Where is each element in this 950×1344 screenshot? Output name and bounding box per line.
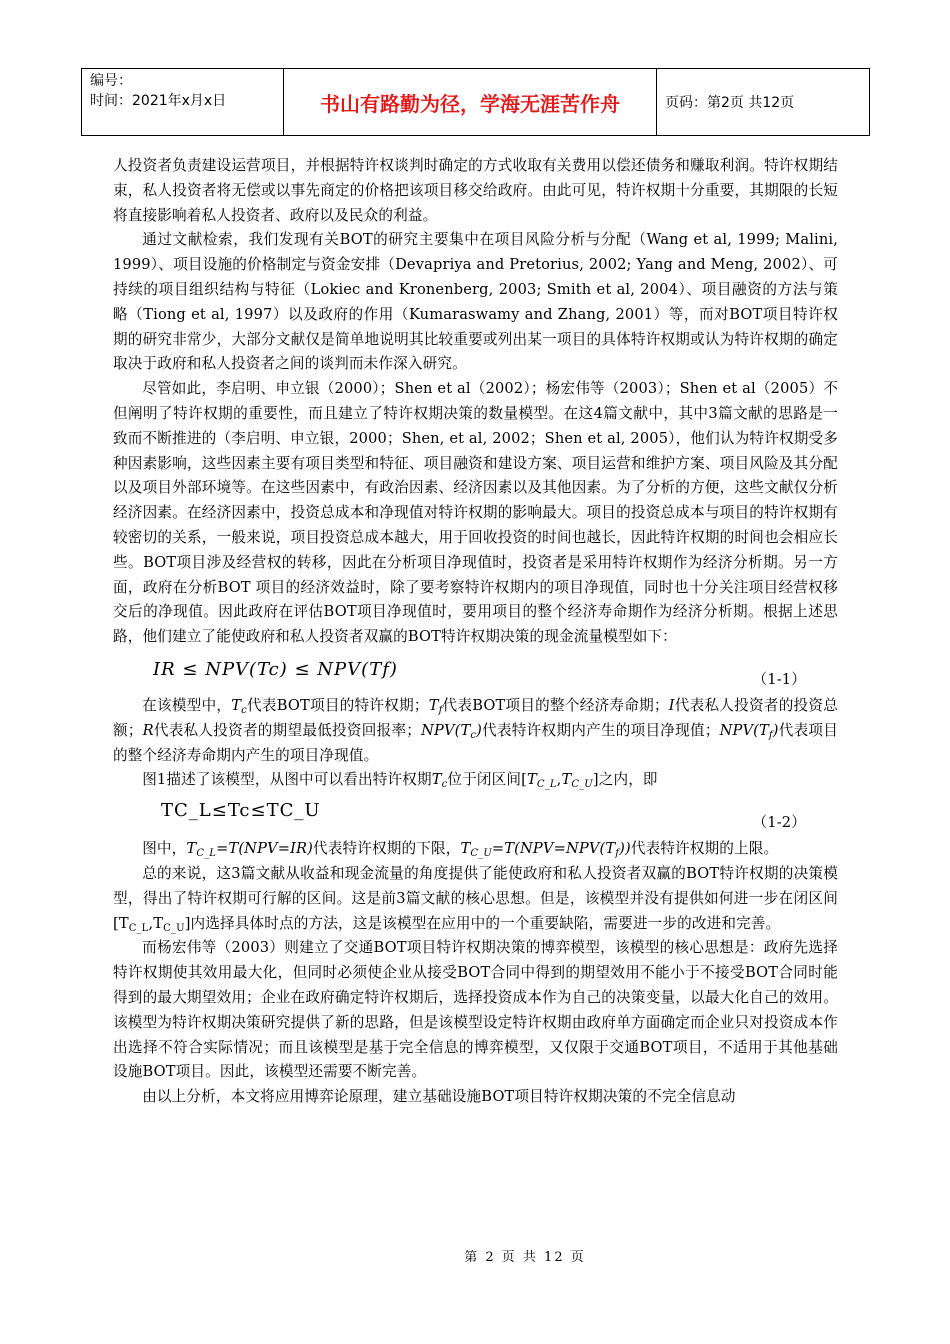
- paragraph-3: 尽管如此，李启明、申立银（2000）；Shen et al（2002）；杨宏伟等（2003）；Shen et al（2005）不但阐明了特许权期的重要性，而且建立了特许权期决策的数量模型。在这4篇文献中，其中3篇文献的思路是一致而不断推进的（李启明、申立银，2000；Shen, et al, 2002；Shen et al, 2005），他们认为特许权期受多种因素影响，这些因素主要有项目类型和特征、项目融资和建设方案、项目运营和维护方案、项目风险及其分配以及项目外部环境等。在这些因素中，有政治因素、经济因素以及其他因素。为了分析的方便，这些文献仅分析经济因素。在经济因素中，投资总成本和净现值对特许权期的影响最大。项目的投资总成本与项目的特许权期有较密切的关系，一般来说，项目投资总成本越大，用于回收投资的时间也越长，因此特许权期的时间也会相应长些。BOT项目涉及经营权的转移，因此在分析项目净现值时，投资者是采用特许权期作为经济分析期。另一方面，政府在分析BOT 项目的经济效益时，除了要考察特许权期内的项目净现值，同时也十分关注项目经营权移交后的净现值。因此政府在评估BOT项目净现值时，要用项目的整个经济寿命期作为经济分析期。根据上述思路，他们建立了能使政府和私人投资者双赢的BOT特许权期决策的现金流量模型如下：: [113, 380, 838, 646]
- paragraph-6-text-end: ]内选择具体时点的方法，这是该模型在应用中的一个重要缺陷，需要进一步的改进和完善。: [184, 914, 781, 932]
- page-info: 页码：第2页 共12页: [665, 95, 795, 111]
- equation-2-formula: TC_L≤Tc≤TC_U: [161, 800, 321, 822]
- number-label: 编号：: [90, 73, 132, 89]
- paragraph-5: 图1描述了该模型，从图中可以看出特许权期$T_c$位于闭区间$[T_{C\_L},T_{C\_U}]$之内，即: [142, 771, 658, 791]
- equation-2-number: （1-2）: [752, 814, 806, 832]
- paragraph-8: 由以上分析，本文将应用博弈论原理，建立基础设施BOT项目特许权期决策的不完全信息动: [142, 1088, 736, 1106]
- paragraph-bounds: 图中，$T_{C\_L}=T(NPV=IR)$代表特许权期的下限，$T_{C\_U}=T(NPV=NPV(T_f))$代表特许权期的上限。: [142, 840, 779, 860]
- equation-1-formula: IR ≤ NPV(Tc) ≤ NPV(Tf): [153, 658, 398, 680]
- paragraph-2: 通过文献检索，我们发现有关BOT的研究主要集中在项目风险分析与分配（Wang et al, 1999; Malini, 1999）、项目设施的价格制定与资金安排（Devapriya and Pretorius, 2002; Yang and Meng, 2002）、可持续的项目组织结构与特征（Lokiec and Kronenberg, 2003; Smith et al, 2004）、项目融资的方法与策略（Tiong et al, 1997）以及政府的作用（Kumaraswamy and Zhang, 2001）等，而对BOT项目特许权期的研究非常少，大部分文献仅是简单地说明其比较重要或列出某一项目的具体特许权期或认为特许权期的确定取决于政府和私人投资者之间的谈判而未作深入研究。: [113, 231, 838, 373]
- paragraph-7: 而杨宏伟等（2003）则建立了交通BOT项目特许权期决策的博弈模型，该模型的核心思想是：政府先选择特许权期使其效用最大化，但同时必须使企业从接受BOT合同中得到的期望效用不能小于不接受BOT合同时能得到的最大期望效用；企业在政府确定特许权期后，选择投资成本作为自己的决策变量，以最大化自己的效用。该模型为特许权期决策研究提供了新的思路，但是该模型设定特许权期由政府单方面确定而企业只对投资成本作出选择不符合实际情况；而且该模型是基于完全信息的博弈模型，又仅限于交通BOT项目，不适用于其他基础设施BOT项目。因此，该模型还需要不断完善。: [113, 939, 838, 1081]
- equation-2: [113, 793, 838, 837]
- document-body: [113, 154, 838, 1110]
- equation-1: [113, 650, 838, 694]
- header-left-cell: [82, 69, 284, 135]
- time-label: 时间：2021年x月x日: [90, 93, 227, 109]
- equation-1-number: （1-1）: [752, 670, 806, 688]
- page-footer: 第 2 页 共 12 页: [464, 1250, 586, 1265]
- header-table: [81, 68, 870, 136]
- motto: 书山有路勤为径，学海无涯苦作舟: [284, 69, 657, 135]
- paragraph-4: 在该模型中，$T_c$代表BOT项目的特许权期；$T_f$代表BOT项目的整个经济寿命期；I代表私人投资者的投资总额；R代表私人投资者的期望最低投资回报率；$NPV(T_c)$代表特许权期内产生的项目净现值；$NPV(T_f)$代表项目的整个经济寿命期内产生的项目净现值。: [113, 696, 839, 764]
- paragraph-6: 总的来说，这3篇文献从收益和现金流量的角度提供了能使政府和私人投资者双赢的BOT特许权期的决策模型，得出了特许权期可行解的区间。这是前3篇文献的核心思想。但是，该模型并没有提供如何进一步在闭区间$[T_{C\_L},T_{C\_U}]$内选择具体时点的方法，这是该模型在应用中的一个重要缺陷，需要进一步的改进和完善。: [113, 864, 838, 934]
- paragraph-1: 人投资者负责建设运营项目，并根据特许权谈判时确定的方式收取有关费用以偿还债务和赚取利润。特许权期结束，私人投资者将无偿或以事先商定的价格把该项目移交给政府。由此可见，特许权期十分重要，其期限的长短将直接影响着私人投资者、政府以及民众的利益。: [113, 157, 838, 224]
- paragraph-6-text: 总的来说，这3篇文献从收益和现金流量的角度提供了能使政府和私人投资者双赢的BOT特许权期的决策模型，得出了特许权期可行解的区间。这是前3篇文献的核心思想。但是，该模型并没有提供如何进一步在闭区间[T: [113, 864, 838, 932]
